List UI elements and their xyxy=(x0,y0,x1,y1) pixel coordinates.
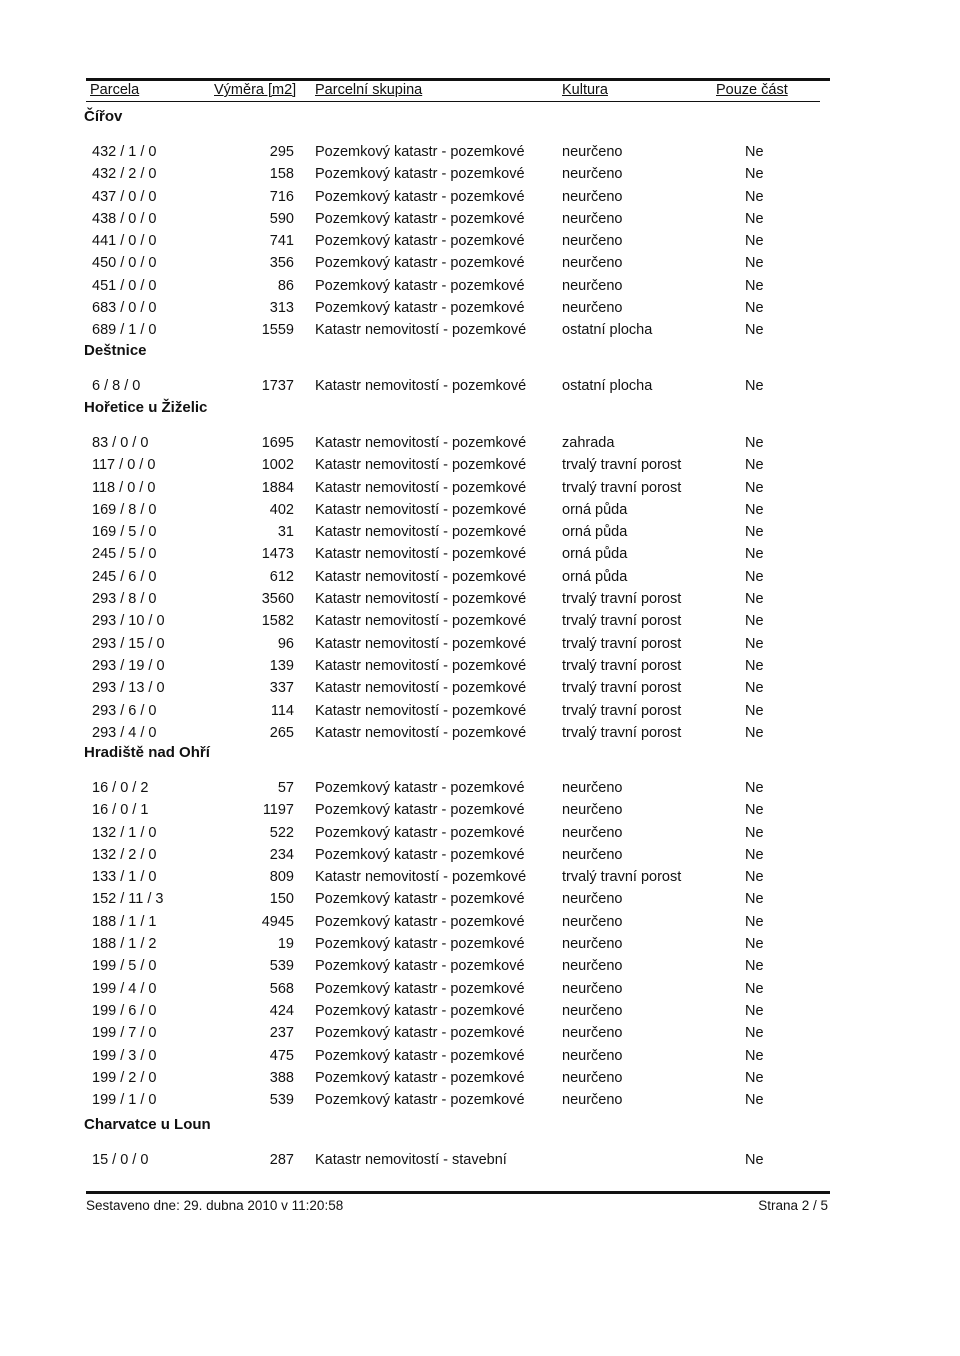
parcel-group: Pozemkový katastr - pozemkové xyxy=(315,1025,525,1042)
table-row xyxy=(84,543,844,565)
parcel-group: Katastr nemovitostí - pozemkové xyxy=(315,591,527,608)
table-row xyxy=(84,319,844,341)
table-row xyxy=(84,208,844,230)
partial-flag: Ne xyxy=(745,479,764,496)
parcel-number: 169 / 5 / 0 xyxy=(92,524,157,541)
partial-flag: Ne xyxy=(745,300,764,317)
parcel-group: Pozemkový katastr - pozemkové xyxy=(315,277,525,294)
parcel-number: 117 / 0 / 0 xyxy=(92,457,156,474)
table-row xyxy=(84,610,844,632)
parcel-number: 16 / 0 / 2 xyxy=(92,780,149,796)
parcel-number: 199 / 1 / 0 xyxy=(92,1092,157,1109)
partial-flag: Ne xyxy=(745,1025,764,1042)
parcel-number: 169 / 8 / 0 xyxy=(92,501,157,518)
land-use: neurčeno xyxy=(562,980,623,997)
area-value: 265 xyxy=(269,724,294,741)
parcel-group: Pozemkový katastr - pozemkové xyxy=(315,802,525,819)
land-use: zahrada xyxy=(562,435,615,451)
area-value: 424 xyxy=(269,1002,294,1019)
area-value: 4945 xyxy=(261,913,294,930)
partial-flag: Ne xyxy=(745,166,764,183)
parcel-group: Pozemkový katastr - pozemkové xyxy=(315,846,525,863)
area-value: 295 xyxy=(269,144,294,160)
table-row xyxy=(84,141,844,163)
table-row xyxy=(84,777,844,799)
land-use: orná půda xyxy=(562,501,628,518)
area-value: 1473 xyxy=(261,546,294,563)
partial-flag: Ne xyxy=(745,546,764,563)
table-row xyxy=(84,230,844,252)
table-row xyxy=(84,633,844,655)
parcel-group: Katastr nemovitostí - pozemkové xyxy=(315,322,527,339)
area-value: 114 xyxy=(270,702,294,719)
parcel-group: Katastr nemovitostí - pozemkové xyxy=(315,435,527,451)
partial-flag: Ne xyxy=(745,802,764,819)
table-row xyxy=(84,252,844,274)
parcel-group: Pozemkový katastr - pozemkové xyxy=(315,891,525,908)
table-row xyxy=(84,822,844,844)
parcel-group: Pozemkový katastr - pozemkové xyxy=(315,300,525,317)
header-bottom-rule xyxy=(86,101,820,102)
partial-flag: Ne xyxy=(745,780,764,796)
table-row xyxy=(84,1067,844,1089)
header-parcela: Parcela xyxy=(90,82,140,98)
partial-flag: Ne xyxy=(745,144,764,160)
area-value: 475 xyxy=(269,1047,294,1064)
partial-flag: Ne xyxy=(745,210,764,227)
parcel-group: Katastr nemovitostí - pozemkové xyxy=(315,724,527,741)
parcel-number: 199 / 7 / 0 xyxy=(92,1025,157,1042)
area-value: 337 xyxy=(269,680,294,697)
parcel-group: Pozemkový katastr - pozemkové xyxy=(315,188,525,205)
land-use: orná půda xyxy=(562,568,628,585)
partial-flag: Ne xyxy=(745,435,764,451)
cadastral-area-group xyxy=(84,397,844,744)
land-use: neurčeno xyxy=(562,936,623,953)
table-row xyxy=(84,566,844,588)
parcel-group: Katastr nemovitostí - pozemkové xyxy=(315,657,527,674)
partial-flag: Ne xyxy=(745,277,764,294)
table-row xyxy=(84,521,844,543)
parcel-group: Katastr nemovitostí - pozemkové xyxy=(315,524,527,541)
land-use: neurčeno xyxy=(562,1069,623,1086)
parcel-number: 293 / 6 / 0 xyxy=(92,702,157,719)
cadastral-area-name: Čířov xyxy=(84,108,123,125)
land-use: trvalý travní porost xyxy=(562,479,682,496)
area-value: 356 xyxy=(269,255,294,272)
cadastral-area-name: Deštnice xyxy=(84,342,147,359)
parcel-number: 199 / 2 / 0 xyxy=(92,1069,157,1086)
area-value: 158 xyxy=(269,166,294,183)
area-value: 612 xyxy=(269,568,294,585)
partial-flag: Ne xyxy=(745,869,764,886)
parcel-number: 132 / 1 / 0 xyxy=(92,824,157,841)
parcel-group: Katastr nemovitostí - pozemkové xyxy=(315,457,527,474)
parcel-number: 450 / 0 / 0 xyxy=(92,255,157,272)
parcel-number: 451 / 0 / 0 xyxy=(92,277,157,294)
partial-flag: Ne xyxy=(745,635,764,652)
parcel-number: 245 / 5 / 0 xyxy=(92,546,157,563)
partial-flag: Ne xyxy=(745,680,764,697)
land-use: orná půda xyxy=(562,524,628,541)
area-value: 522 xyxy=(269,824,294,841)
parcel-number: 15 / 0 / 0 xyxy=(92,1152,149,1168)
partial-flag: Ne xyxy=(745,457,764,474)
cadastral-area-name: Hořetice u Žiželic xyxy=(84,399,208,416)
parcel-number: 689 / 1 / 0 xyxy=(92,322,157,339)
parcel-group: Pozemkový katastr - pozemkové xyxy=(315,980,525,997)
parcel-number: 133 / 1 / 0 xyxy=(92,869,157,886)
table-row xyxy=(84,454,844,476)
footer-rule xyxy=(86,1191,830,1194)
partial-flag: Ne xyxy=(745,233,764,250)
land-use: trvalý travní porost xyxy=(562,591,682,608)
partial-flag: Ne xyxy=(745,1047,764,1064)
area-value: 809 xyxy=(269,869,294,886)
partial-flag: Ne xyxy=(745,724,764,741)
table-row xyxy=(84,866,844,888)
parcel-group: Katastr nemovitostí - pozemkové xyxy=(315,702,527,719)
cadastral-area-group xyxy=(84,106,844,342)
table-row xyxy=(84,722,844,744)
partial-flag: Ne xyxy=(745,958,764,975)
parcel-number: 188 / 1 / 1 xyxy=(92,913,157,930)
land-use: ostatní plocha xyxy=(562,322,653,339)
parcel-number: 293 / 8 / 0 xyxy=(92,591,157,608)
area-value: 539 xyxy=(269,958,294,975)
area-value: 1559 xyxy=(261,322,294,339)
table-row xyxy=(84,275,844,297)
table-row xyxy=(84,655,844,677)
area-value: 57 xyxy=(277,780,294,796)
partial-flag: Ne xyxy=(745,501,764,518)
parcel-group: Katastr nemovitostí - pozemkové xyxy=(315,635,527,652)
table-row xyxy=(84,933,844,955)
table-row xyxy=(84,477,844,499)
cadastral-area-name: Hradiště nad Ohří xyxy=(84,744,210,761)
area-value: 31 xyxy=(277,524,294,541)
parcel-number: 83 / 0 / 0 xyxy=(92,435,149,451)
partial-flag: Ne xyxy=(745,913,764,930)
area-value: 590 xyxy=(269,210,294,227)
table-row xyxy=(84,1089,844,1111)
area-value: 313 xyxy=(269,300,294,317)
parcel-number: 199 / 4 / 0 xyxy=(92,980,157,997)
partial-flag: Ne xyxy=(745,846,764,863)
parcel-group: Pozemkový katastr - pozemkové xyxy=(315,1047,525,1064)
parcel-number: 293 / 19 / 0 xyxy=(92,657,165,674)
area-value: 388 xyxy=(269,1069,294,1086)
land-use: neurčeno xyxy=(562,780,623,796)
parcel-group: Katastr nemovitostí - pozemkové xyxy=(315,501,527,518)
table-row xyxy=(84,432,844,454)
parcel-group: Pozemkový katastr - pozemkové xyxy=(315,913,525,930)
table-row xyxy=(84,799,844,821)
header-pouze: Pouze část xyxy=(716,82,788,98)
table-row xyxy=(84,677,844,699)
land-use: neurčeno xyxy=(562,1092,623,1109)
parcel-number: 245 / 6 / 0 xyxy=(92,568,157,585)
table-header xyxy=(86,82,830,102)
table-row xyxy=(84,186,844,208)
land-use: neurčeno xyxy=(562,913,623,930)
land-use: neurčeno xyxy=(562,233,623,250)
partial-flag: Ne xyxy=(745,1002,764,1019)
land-use: neurčeno xyxy=(562,300,623,317)
parcel-number: 293 / 4 / 0 xyxy=(92,724,157,741)
land-use: neurčeno xyxy=(562,277,623,294)
table-row xyxy=(84,978,844,1000)
parcel-group: Katastr nemovitostí - stavební xyxy=(315,1152,507,1168)
parcel-number: 432 / 1 / 0 xyxy=(92,144,157,160)
table-row xyxy=(84,297,844,319)
area-value: 139 xyxy=(269,657,294,674)
land-use: neurčeno xyxy=(562,1025,623,1042)
partial-flag: Ne xyxy=(745,524,764,541)
partial-flag: Ne xyxy=(745,1152,764,1168)
parcel-number: 293 / 10 / 0 xyxy=(92,613,165,630)
table-row xyxy=(84,499,844,521)
parcel-group: Pozemkový katastr - pozemkové xyxy=(315,958,525,975)
area-value: 539 xyxy=(269,1092,294,1109)
partial-flag: Ne xyxy=(745,891,764,908)
parcel-group: Pozemkový katastr - pozemkové xyxy=(315,233,525,250)
table-row xyxy=(84,844,844,866)
parcel-number: 293 / 13 / 0 xyxy=(92,680,165,697)
land-use: neurčeno xyxy=(562,824,623,841)
table-row xyxy=(84,888,844,910)
parcel-number: 432 / 2 / 0 xyxy=(92,166,157,183)
table-row xyxy=(84,955,844,977)
land-use: neurčeno xyxy=(562,210,623,227)
area-value: 96 xyxy=(277,635,294,652)
parcel-group: Pozemkový katastr - pozemkové xyxy=(315,824,525,841)
table-row xyxy=(84,588,844,610)
parcel-number: 199 / 6 / 0 xyxy=(92,1002,157,1019)
parcel-group: Pozemkový katastr - pozemkové xyxy=(315,210,525,227)
header-vymera: Výměra [m2] xyxy=(214,82,297,98)
header-top-rule xyxy=(86,78,830,81)
table-row xyxy=(84,1000,844,1022)
land-use: neurčeno xyxy=(562,802,623,819)
cadastral-area-group xyxy=(84,1114,844,1171)
parcel-group: Katastr nemovitostí - pozemkové xyxy=(315,680,527,697)
land-use: neurčeno xyxy=(562,188,623,205)
parcel-group: Katastr nemovitostí - pozemkové xyxy=(315,568,527,585)
partial-flag: Ne xyxy=(745,591,764,608)
land-use: trvalý travní porost xyxy=(562,457,682,474)
land-use: trvalý travní porost xyxy=(562,680,682,697)
parcel-number: 441 / 0 / 0 xyxy=(92,233,157,250)
footer-created: Sestaveno dne: 29. dubna 2010 v 11:20:58 xyxy=(86,1198,344,1213)
parcel-number: 152 / 11 / 3 xyxy=(92,891,164,908)
area-value: 716 xyxy=(269,188,294,205)
land-use: trvalý travní porost xyxy=(562,702,682,719)
land-use: trvalý travní porost xyxy=(562,724,682,741)
partial-flag: Ne xyxy=(745,1092,764,1109)
area-value: 1002 xyxy=(261,457,294,474)
parcel-number: 6 / 8 / 0 xyxy=(92,378,141,394)
parcel-group: Katastr nemovitostí - pozemkové xyxy=(315,378,527,394)
land-use: neurčeno xyxy=(562,1047,623,1064)
parcel-number: 437 / 0 / 0 xyxy=(92,188,157,205)
cadastral-area-group xyxy=(84,742,844,1111)
table-row xyxy=(84,1045,844,1067)
table-row xyxy=(84,911,844,933)
area-value: 19 xyxy=(277,936,294,953)
partial-flag: Ne xyxy=(745,568,764,585)
area-value: 86 xyxy=(277,277,294,294)
partial-flag: Ne xyxy=(745,980,764,997)
header-kultura: Kultura xyxy=(562,82,608,98)
parcel-number: 188 / 1 / 2 xyxy=(92,936,157,953)
partial-flag: Ne xyxy=(745,1069,764,1086)
parcel-group: Katastr nemovitostí - pozemkové xyxy=(315,479,527,496)
parcel-group: Pozemkový katastr - pozemkové xyxy=(315,1002,525,1019)
table-row xyxy=(84,375,844,397)
parcel-group: Pozemkový katastr - pozemkové xyxy=(315,144,525,160)
parcel-number: 199 / 5 / 0 xyxy=(92,958,157,975)
land-use: trvalý travní porost xyxy=(562,869,682,886)
area-value: 150 xyxy=(269,891,294,908)
area-value: 1884 xyxy=(261,479,294,496)
parcel-number: 118 / 0 / 0 xyxy=(92,479,156,496)
parcel-number: 438 / 0 / 0 xyxy=(92,210,157,227)
area-value: 568 xyxy=(269,980,294,997)
area-value: 1737 xyxy=(261,378,294,394)
land-use: neurčeno xyxy=(562,958,623,975)
partial-flag: Ne xyxy=(745,188,764,205)
parcel-number: 16 / 0 / 1 xyxy=(92,802,149,819)
parcel-group: Pozemkový katastr - pozemkové xyxy=(315,780,525,796)
parcel-number: 132 / 2 / 0 xyxy=(92,846,157,863)
parcel-group: Pozemkový katastr - pozemkové xyxy=(315,166,525,183)
partial-flag: Ne xyxy=(745,657,764,674)
table-row xyxy=(84,1149,844,1171)
parcel-group: Katastr nemovitostí - pozemkové xyxy=(315,869,527,886)
partial-flag: Ne xyxy=(745,613,764,630)
land-use: trvalý travní porost xyxy=(562,657,682,674)
partial-flag: Ne xyxy=(745,824,764,841)
parcel-number: 293 / 15 / 0 xyxy=(92,635,165,652)
parcel-group: Pozemkový katastr - pozemkové xyxy=(315,1092,525,1109)
land-use: orná půda xyxy=(562,546,628,563)
area-value: 1582 xyxy=(261,613,294,630)
parcel-group: Katastr nemovitostí - pozemkové xyxy=(315,613,527,630)
land-use: neurčeno xyxy=(562,166,623,183)
cadastral-area-group xyxy=(84,340,844,397)
partial-flag: Ne xyxy=(745,255,764,272)
land-use: neurčeno xyxy=(562,144,623,160)
area-value: 287 xyxy=(269,1152,294,1168)
parcel-group: Katastr nemovitostí - pozemkové xyxy=(315,546,527,563)
footer-page-number: Strana 2 / 5 xyxy=(758,1198,828,1213)
land-use: neurčeno xyxy=(562,255,623,272)
area-value: 3560 xyxy=(261,591,294,608)
land-use: trvalý travní porost xyxy=(562,635,682,652)
land-use: neurčeno xyxy=(562,891,623,908)
area-value: 1197 xyxy=(262,802,294,819)
cadastral-area-name: Charvatce u Loun xyxy=(84,1116,211,1133)
area-value: 741 xyxy=(269,233,294,250)
area-value: 1695 xyxy=(261,435,294,451)
table-row xyxy=(84,700,844,722)
area-value: 234 xyxy=(269,846,294,863)
parcel-number: 683 / 0 / 0 xyxy=(92,300,157,317)
area-value: 402 xyxy=(269,501,294,518)
area-value: 237 xyxy=(269,1025,294,1042)
partial-flag: Ne xyxy=(745,322,764,339)
land-use: ostatní plocha xyxy=(562,378,653,394)
table-row xyxy=(84,163,844,185)
header-skupina: Parcelní skupina xyxy=(315,82,423,98)
partial-flag: Ne xyxy=(745,702,764,719)
table-row xyxy=(84,1022,844,1044)
parcel-group: Pozemkový katastr - pozemkové xyxy=(315,255,525,272)
land-use: neurčeno xyxy=(562,1002,623,1019)
land-use: trvalý travní porost xyxy=(562,613,682,630)
parcel-group: Pozemkový katastr - pozemkové xyxy=(315,1069,525,1086)
parcel-number: 199 / 3 / 0 xyxy=(92,1047,157,1064)
partial-flag: Ne xyxy=(745,378,764,394)
parcel-group: Pozemkový katastr - pozemkové xyxy=(315,936,525,953)
partial-flag: Ne xyxy=(745,936,764,953)
land-use: neurčeno xyxy=(562,846,623,863)
